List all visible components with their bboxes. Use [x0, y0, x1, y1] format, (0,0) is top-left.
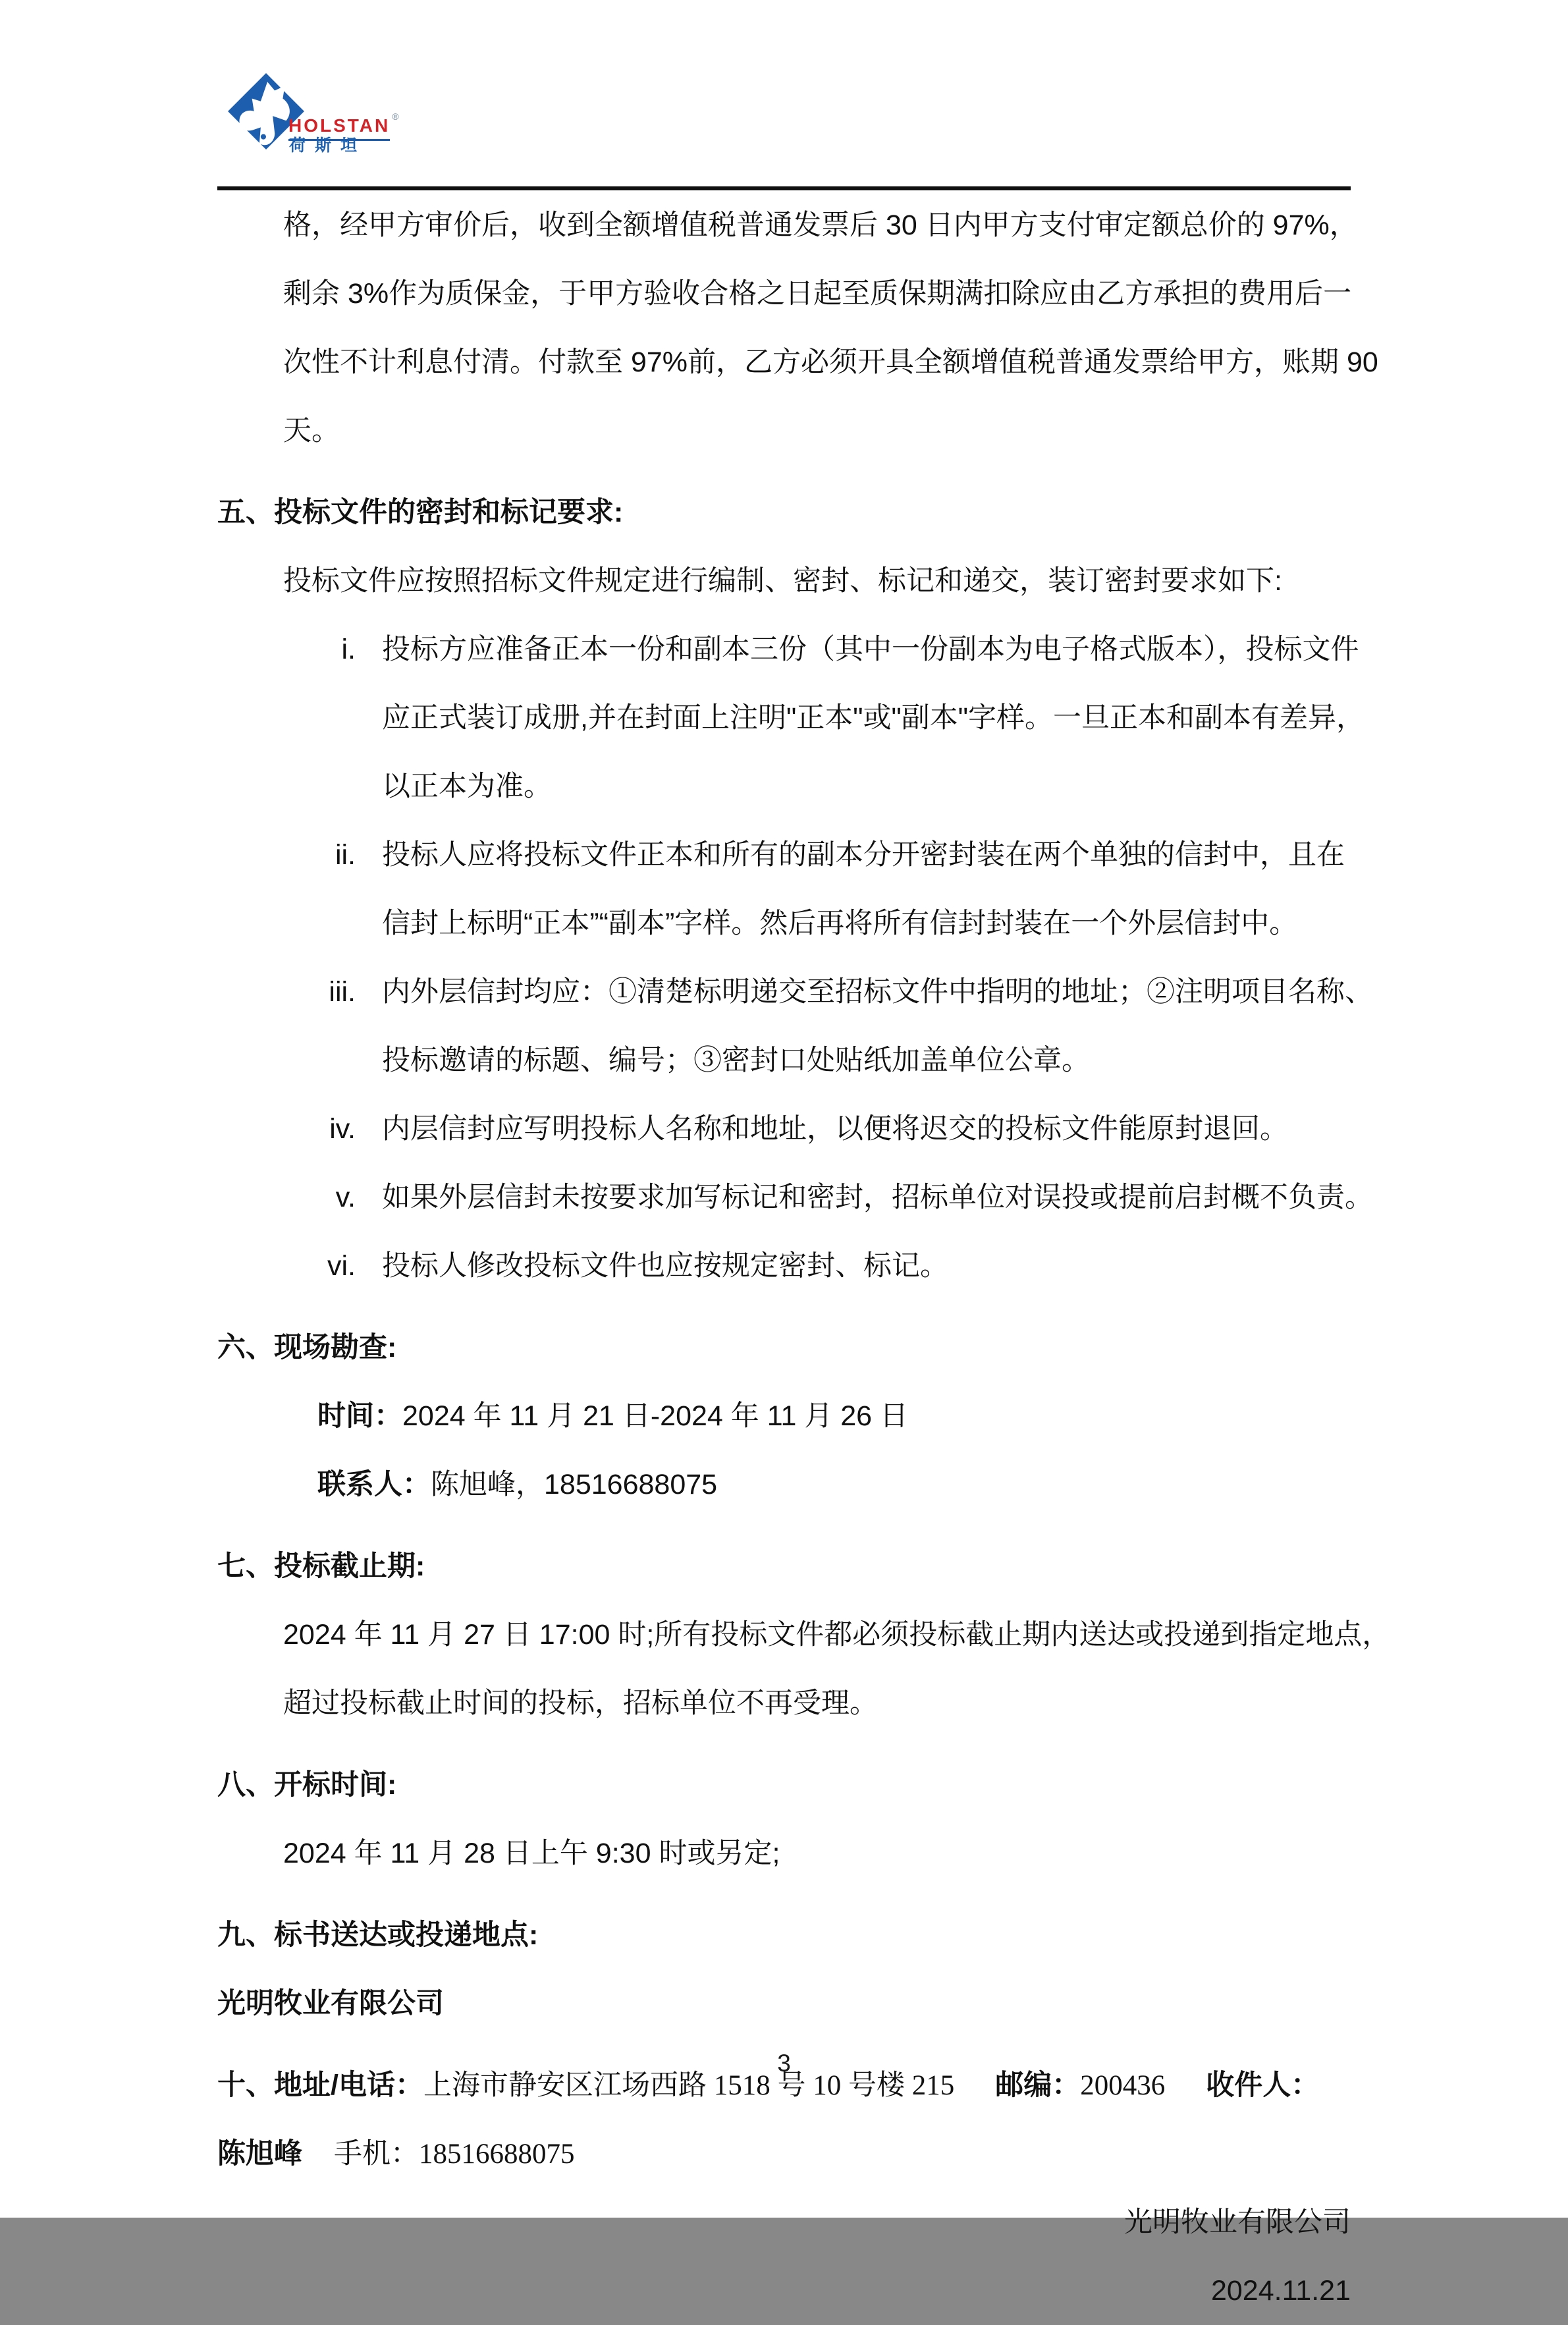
list-item-i-cont [217, 684, 1365, 752]
deadline-line: 超过投标截止时间的投标，招标单位不再受理。 [283, 1687, 878, 1719]
page-number: 3 [777, 2050, 791, 2077]
list-item-vi [217, 1232, 1351, 1300]
signature-date: 2024.11.21 [1210, 2275, 1351, 2307]
section-title-opening: 八、开标时间: [217, 1769, 397, 1801]
paragraph-line: 格，经甲方审价后，收到全额增值税普通发票后 30 日内甲方支付审定额总价的 97%， [283, 209, 1358, 241]
registered-mark-icon: ® [392, 111, 399, 122]
deadline-line: 2024 年 11 月 27 日 17:00 时;所有投标文件都必须投标截止期内送达或投递到指定地点， [283, 1619, 1391, 1651]
list-item-ii [217, 821, 1351, 889]
list-number: i. [341, 634, 356, 665]
list-text: 投标邀请的标题、编号；③密封口处贴纸加盖单位公章。 [382, 1045, 1090, 1076]
list-number: ii. [335, 839, 356, 871]
section-title-site-survey: 六、现场勘查: [217, 1332, 397, 1363]
list-text: 内层信封应写明投标人名称和地址，以便将迟交的投标文件能原封退回。 [382, 1113, 1288, 1145]
list-number: v. [335, 1182, 356, 1213]
list-item-ii-cont [217, 889, 1351, 958]
document-body [217, 191, 1391, 2325]
signature-company: 光明牧业有限公司 [1124, 2206, 1351, 2238]
address-label: 十、地址/电话： [217, 2069, 423, 2101]
brand-name-chinese: 荷斯坦 [289, 136, 367, 155]
list-item-iv [217, 1095, 1351, 1163]
holstan-logo [226, 70, 443, 162]
time-label: 时间： [317, 1400, 402, 1432]
list-text: 以正本为准。 [382, 771, 552, 802]
contact-value: 陈旭峰，18516688075 [431, 1469, 718, 1500]
list-text: 信封上标明“正本”“副本”字样。然后再将所有信封封装在一个外层信封中。 [382, 908, 1298, 939]
time-value: 2024 年 11 月 21 日-2024 年 11 月 26 日 [402, 1400, 909, 1432]
header-divider [217, 186, 1351, 190]
list-number: vi. [327, 1250, 356, 1282]
paragraph-line: 剩余 3%作为质保金，于甲方验收合格之日起至质保期满扣除应由乙方承担的费用后一 [283, 278, 1352, 310]
list-item-iii-cont [217, 1026, 1351, 1095]
section-intro: 投标文件应按照招标文件规定进行编制、密封、标记和递交，装订密封要求如下: [283, 565, 1282, 597]
list-text: 投标人修改投标文件也应按规定密封、标记。 [382, 1250, 948, 1282]
section-title-sealing: 五、投标文件的密封和标记要求: [217, 497, 624, 528]
zip-label: 邮编： [995, 2069, 1081, 2101]
section-title-delivery-place: 九、标书送达或投递地点: [217, 1919, 539, 1951]
list-text: 投标方应准备正本一份和副本三份（其中一份副本为电子格式版本），投标文件 [382, 634, 1359, 665]
address-value: 上海市静安区江场西路 1518 号 10 号楼 215 [423, 2070, 955, 2101]
list-item-i [217, 615, 1359, 684]
list-text: 如果外层信封未按要求加写标记和密封，招标单位对误投或提前启封概不负责。 [382, 1182, 1373, 1213]
list-number: iii. [329, 976, 356, 1008]
list-item-v [217, 1163, 1373, 1232]
brand-name: HOLSTAN [288, 115, 390, 141]
list-item-iii [217, 958, 1373, 1026]
paragraph-line: 次性不计利息付清。付款至 97%前，乙方必须开具全额增值税普通发票给甲方，账期 90 [283, 346, 1378, 378]
recipient-name: 陈旭峰 [217, 2138, 302, 2170]
list-number: iv. [329, 1113, 356, 1145]
recipient-row [217, 2120, 1351, 2188]
mobile-label: 手机： [334, 2138, 419, 2170]
list-text: 内外层信封均应：①清楚标明递交至招标文件中指明的地址；②注明项目名称、 [382, 976, 1373, 1008]
delivery-company: 光明牧业有限公司 [217, 1988, 444, 2019]
mobile-value: 18516688075 [419, 2139, 575, 2170]
zip-value: 200436 [1080, 2070, 1166, 2101]
opening-line: 2024 年 11 月 28 日上午 9:30 时或另定; [283, 1838, 780, 1869]
paragraph-line: 天。 [283, 415, 340, 447]
contact-label: 联系人： [317, 1469, 431, 1500]
section-title-deadline: 七、投标截止期: [217, 1550, 425, 1582]
survey-time-row [317, 1382, 1351, 1450]
list-text: 应正式装订成册,并在封面上注明"正本"或"副本"字样。一旦正本和副本有差异， [382, 702, 1365, 734]
list-text: 投标人应将投标文件正本和所有的副本分开密封装在两个单独的信封中，且在 [382, 839, 1345, 871]
recipient-label: 收件人： [1206, 2069, 1320, 2101]
survey-contact-row [317, 1450, 1351, 1519]
list-item-i-cont [217, 752, 1351, 821]
